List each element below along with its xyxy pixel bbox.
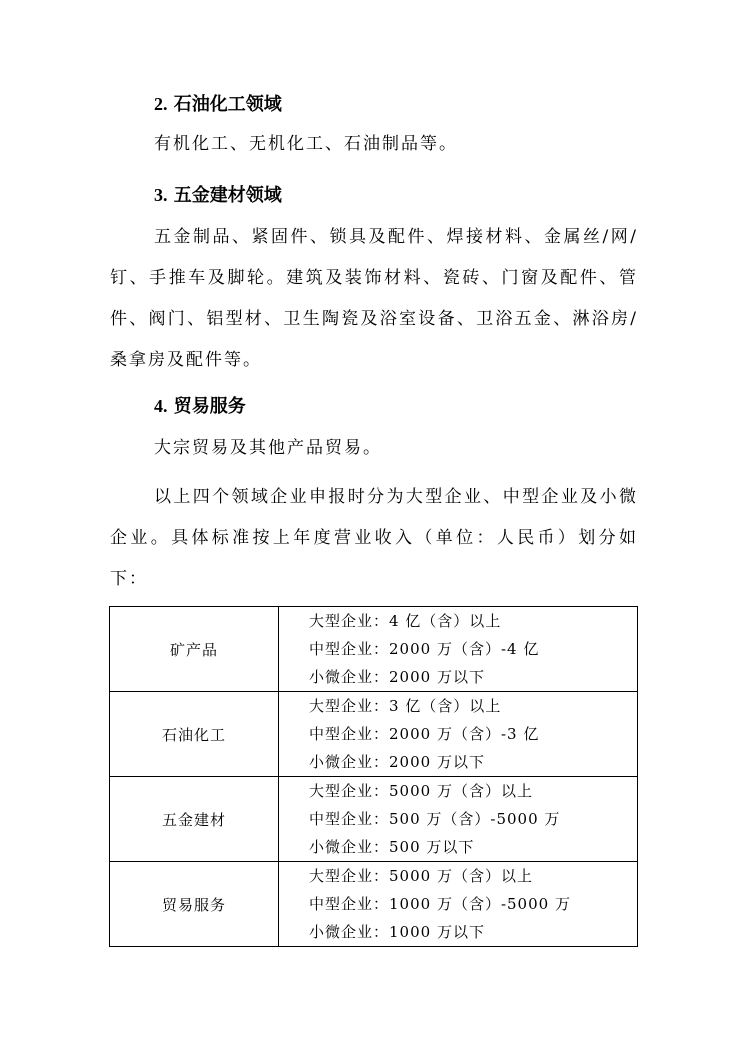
- section-heading: [154, 394, 246, 419]
- table-row: [110, 607, 638, 692]
- tier-small: 小微企业：500 万以下: [309, 838, 475, 856]
- category-cell: 五金建材: [110, 777, 279, 862]
- category-cell: 矿产品: [110, 607, 279, 692]
- section-number: 3.: [154, 185, 168, 205]
- tier-medium: 中型企业：500 万（含）-5000 万: [309, 810, 561, 828]
- section-number: 4.: [154, 396, 168, 416]
- tier-large: 大型企业：4 亿（含）以上: [309, 612, 502, 630]
- category-cell: 贸易服务: [110, 862, 279, 947]
- tier-small: 小微企业：1000 万以下: [309, 923, 485, 941]
- tier-cell: [279, 862, 638, 947]
- section-text: 五金制品、紧固件、锁具及配件、焊接材料、金属丝/网/钉、手推车及脚轮。建筑及装饰材料、瓷砖、门窗及配件、管件、阀门、铝型材、卫生陶瓷及浴室设备、卫浴五金、淋浴房/桑拿房及配件等。: [110, 227, 638, 370]
- table-row: [110, 692, 638, 777]
- table-row: [110, 862, 638, 947]
- section-title: 五金建材领域: [173, 185, 282, 206]
- tier-cell: [279, 692, 638, 777]
- tier-large: 大型企业：3 亿（含）以上: [309, 697, 502, 715]
- intro-paragraph: 以上四个领域企业申报时分为大型企业、中型企业及小微企业。具体标准按上年度营业收入（单位：人民币）划分如下：: [110, 487, 638, 589]
- tier-medium: 中型企业：1000 万（含）-5000 万: [309, 895, 571, 913]
- table-row: [110, 777, 638, 862]
- section-text: 大宗贸易及其他产品贸易。: [154, 438, 382, 458]
- tier-medium: 中型企业：2000 万（含）-3 亿: [309, 725, 540, 743]
- section-title: 石油化工领域: [173, 94, 282, 115]
- enterprise-size-table: [109, 606, 638, 947]
- tier-small: 小微企业：2000 万以下: [309, 753, 485, 771]
- tier-large: 大型企业：5000 万（含）以上: [309, 867, 533, 885]
- section-heading: [154, 92, 282, 117]
- category-cell: 石油化工: [110, 692, 279, 777]
- section-heading: [154, 183, 282, 208]
- tier-medium: 中型企业：2000 万（含）-4 亿: [309, 640, 540, 658]
- section-number: 2.: [154, 94, 168, 114]
- tier-cell: [279, 777, 638, 862]
- section-text: 有机化工、无机化工、石油制品等。: [154, 134, 458, 154]
- tier-large: 大型企业：5000 万（含）以上: [309, 782, 533, 800]
- tier-small: 小微企业：2000 万以下: [309, 668, 485, 686]
- section-title: 贸易服务: [173, 396, 246, 417]
- tier-cell: [279, 607, 638, 692]
